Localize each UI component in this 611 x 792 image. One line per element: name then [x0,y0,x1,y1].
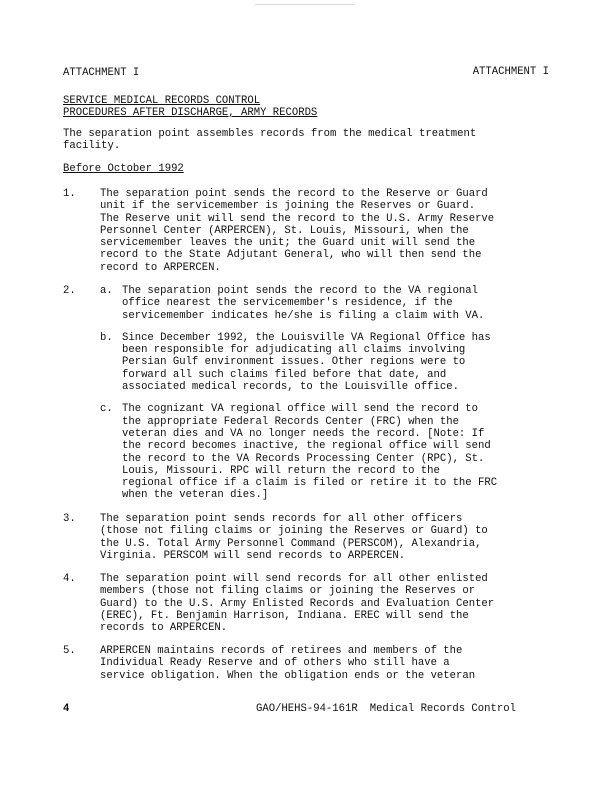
footer-report-id [256,703,528,715]
list-item-2 [63,285,549,502]
text-line: (EREC), Ft. Benjamin Harrison, Indiana. EREC will send the [100,609,469,622]
text-line: servicemember leaves the unit; the Guard unit will send the [100,237,476,250]
text-line: associated medical records, to the Louisville office. [122,381,459,394]
list-item-5 [63,645,549,682]
text-line: The cognizant VA regional office will send the record to [122,403,479,416]
item-text [100,645,549,682]
attachment-label-right: ATTACHMENT I [472,66,549,78]
attachment-label-left: ATTACHMENT I [63,67,140,79]
text-line: office nearest the servicemember's residence, if the [122,297,453,310]
title-line-1: SERVICE MEDICAL RECORDS CONTROL [63,95,261,107]
text-line: service obligation. When the obligation ends or the veteran [100,669,476,682]
list-item-3 [63,513,549,562]
text-line: unit if the servicemember is joining the Reserves or Guard. [100,200,476,213]
sub-item-text [122,285,549,322]
item-number: 3. [63,513,76,525]
item-number: 4. [63,573,76,585]
item-number: 5. [63,645,76,657]
text-line: the appropriate Federal Records Center (FRC) when the [122,415,459,428]
text-line: Louis, Missouri. RPC will return the record to the [122,464,440,477]
section-heading: Before October 1992 [63,163,184,175]
text-line: the U.S. Total Army Personnel Command (PERSCOM), Alexandria, [100,537,482,550]
text-line: The separation point sends the record to the VA regional [122,285,479,297]
sub-item-text [122,332,549,393]
item-number: 1. [63,188,76,200]
sub-item-b [100,332,549,393]
page-number: 4 [63,703,70,715]
list-item-1 [63,188,549,274]
text-line: records to ARPERCEN. [100,622,228,635]
text-line: The separation point sends the record to the Reserve or Guard [100,188,488,200]
text-line: ARPERCEN maintains records of retirees and members of the [100,645,463,657]
text-line: the record to the VA Records Processing Center (RPC), St. [122,452,485,465]
text-line: facility. [63,140,121,153]
item-text [100,513,549,562]
document-title [63,95,317,120]
sub-item-letter: c. [100,403,113,416]
text-line: forward all such claims filed before that date, and [122,368,447,381]
text-line: The separation point assembles records from the medical treatment [63,128,477,140]
item-text [100,188,549,274]
item-text [100,573,549,634]
text-line: Personnel Center (ARPERCEN), St. Louis, Missouri, when the [100,224,469,237]
text-line: Virginia. PERSCOM will send records to ARPERCEN. [100,549,406,562]
text-line: the record becomes inactive, the regional office will send [122,440,491,453]
report-title: Medical Records Control [369,703,516,715]
text-line: (those not filing claims or joining the Reserves or Guard) to [100,525,488,538]
item-number: 2. [63,285,76,297]
text-line: been responsible for adjudicating all claims involving [122,344,466,357]
sub-item-letter: b. [100,331,113,344]
text-line: when the veteran dies.] [122,489,269,502]
text-line: servicemember indicates he/she is filing a claim with VA. [122,309,485,322]
text-line: Persian Gulf environment issues. Other regions were to [122,356,466,369]
text-line: record to the State Adjutant General, who will then send the [100,249,482,262]
text-line: The Reserve unit will send the record to the U.S. Army Reserve [100,212,495,225]
text-line: regional office if a claim is filed or retire it to the FRC [122,477,498,490]
sub-item-text [122,403,549,501]
scan-artifact-line [255,4,355,5]
report-code: GAO/HEHS-94-161R [256,703,358,715]
list-item-4 [63,573,549,634]
title-line-2: PROCEDURES AFTER DISCHARGE, ARMY RECORDS [63,107,318,120]
text-line: veteran dies and VA no longer needs the record. [Note: If [122,427,485,440]
text-line: Guard) to the U.S. Army Enlisted Records and Evaluation Center [100,597,495,610]
text-line: The separation point sends records for all other officers [100,513,463,525]
text-line: Since December 1992, the Louisville VA Regional Office has [122,331,491,344]
text-line: record to ARPERCEN. [100,261,221,274]
text-line: members (those not filing claims or joining the Reserves or [100,585,476,598]
text-line: The separation point will send records for all other enlisted [100,573,488,585]
text-line: Individual Ready Reserve and of others who still have a [100,657,450,670]
sub-item-letter: a. [100,285,113,297]
sub-item-c [100,403,549,501]
sub-item-a [100,285,549,322]
intro-paragraph [63,128,543,153]
